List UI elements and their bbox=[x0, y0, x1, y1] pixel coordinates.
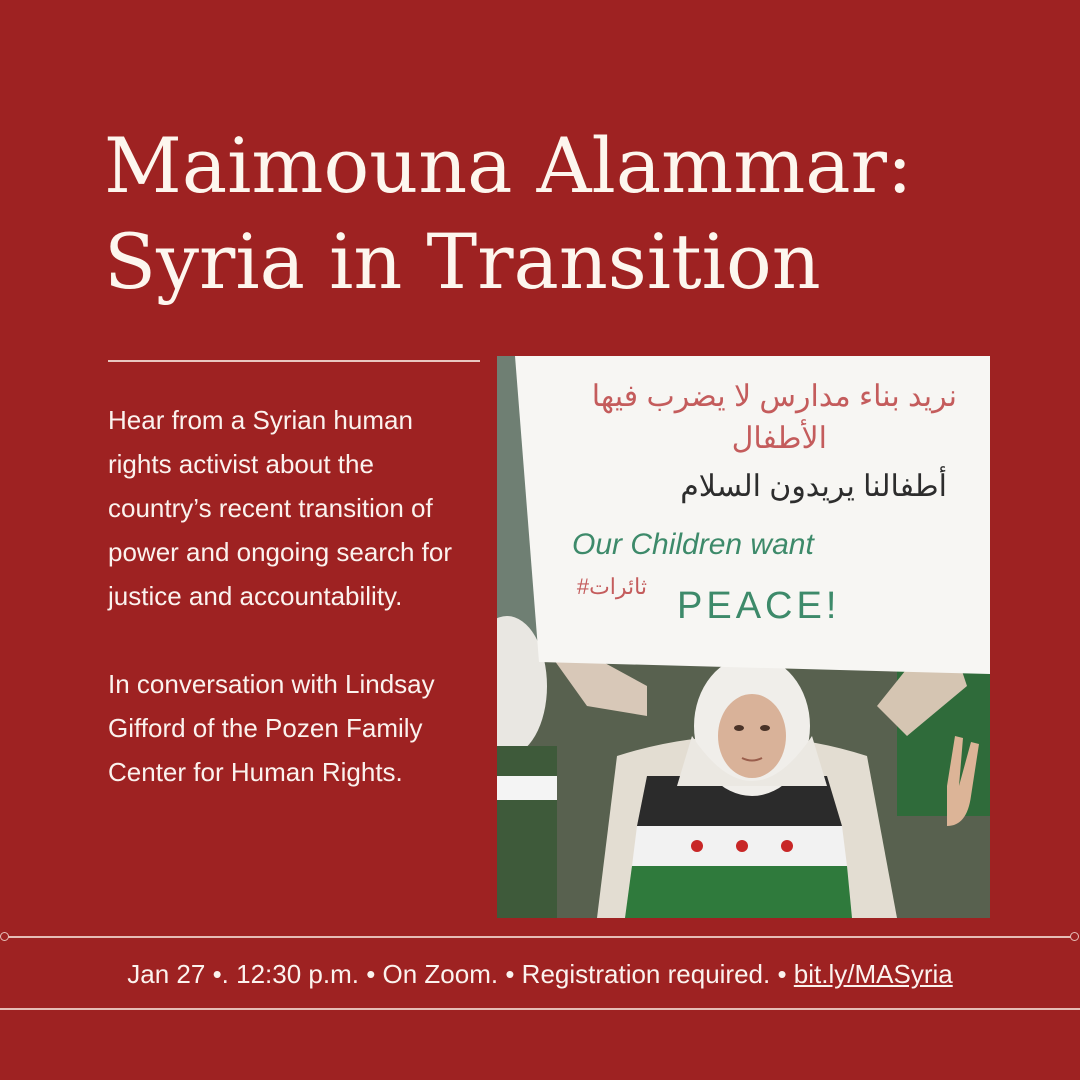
divider-bottom-footer bbox=[0, 1008, 1080, 1010]
divider-end-dot-left bbox=[0, 932, 9, 941]
event-description bbox=[108, 398, 478, 794]
sign-hashtag: #ثائرات bbox=[576, 574, 647, 599]
sign-english-2: PEACE! bbox=[677, 585, 841, 627]
registration-link[interactable]: bit.ly/MASyria bbox=[793, 959, 953, 989]
sign-arabic-1: نريد بناء مدارس لا يضرب فيها bbox=[591, 380, 957, 413]
sign-english-1: Our Children want bbox=[572, 528, 814, 561]
sign-arabic-3: أطفالنا يريدون السلام bbox=[680, 470, 947, 503]
title-line-2: Syria in Transition bbox=[104, 217, 821, 306]
protest-photo bbox=[497, 356, 990, 918]
divider-end-dot-right bbox=[1070, 932, 1079, 941]
divider-short bbox=[108, 360, 480, 362]
description-paragraph-1: Hear from a Syrian human rights activist about the country’s recent transition of power and ongoing search for justice and accountability. bbox=[108, 405, 453, 611]
title-line-1: Maimouna Alammar: bbox=[104, 121, 913, 210]
event-details bbox=[0, 954, 1080, 994]
event-title bbox=[104, 118, 1044, 310]
divider-top-footer bbox=[4, 936, 1076, 938]
sign-arabic-2: الأطفال bbox=[731, 422, 827, 455]
description-paragraph-2: In conversation with Lindsay Gifford of the Pozen Family Center for Human Rights. bbox=[108, 669, 435, 787]
event-details-text: Jan 27 •. 12:30 p.m. • On Zoom. • Registration required. • bbox=[127, 959, 794, 989]
